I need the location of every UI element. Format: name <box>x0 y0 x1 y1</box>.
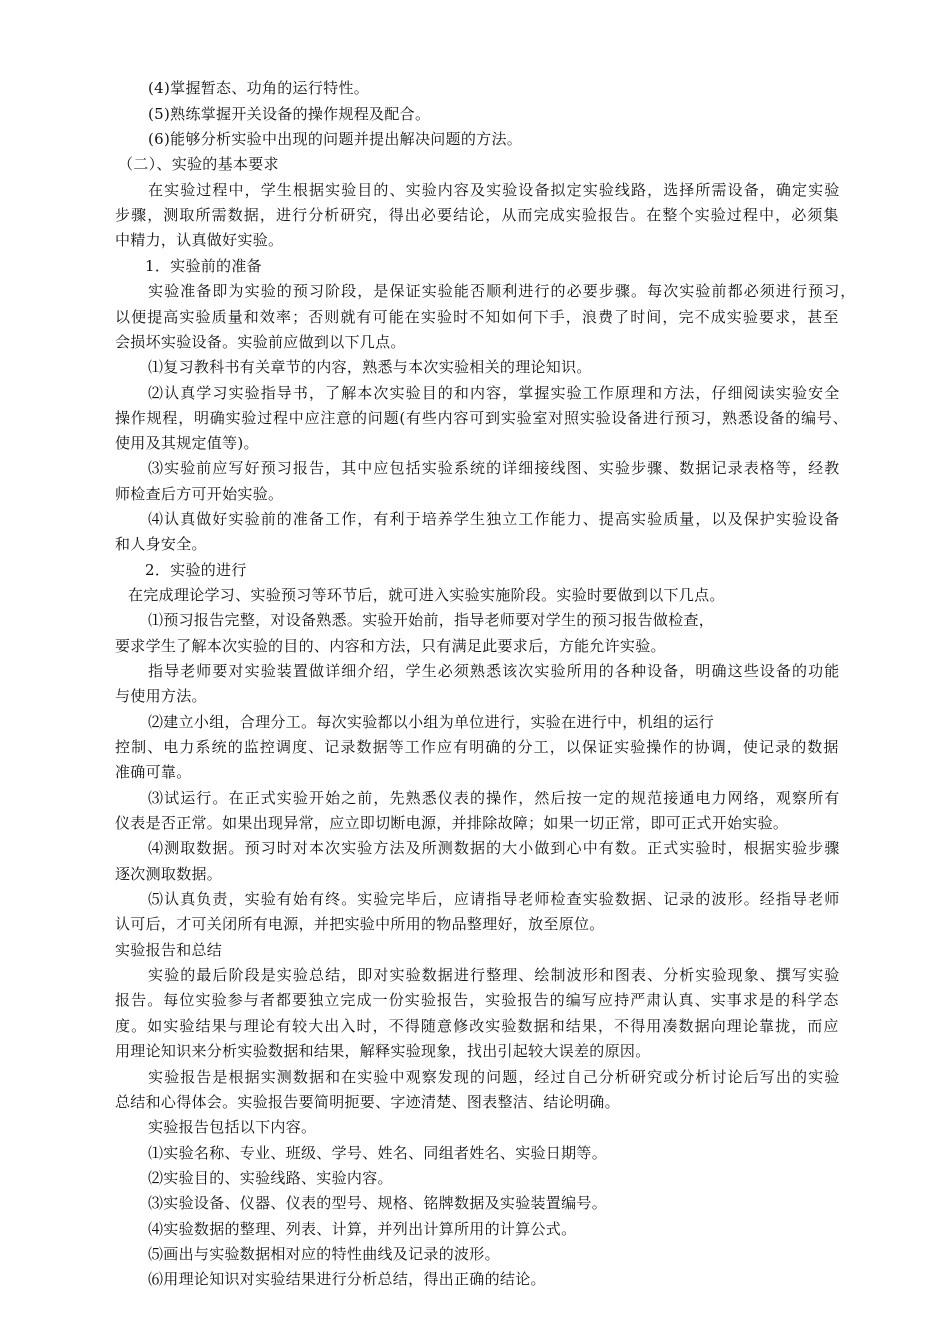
paragraph-line: 在完成理论学习、实验预习等环节后，就可进入实验实施阶段。实验时要做到以下几点。 <box>128 586 725 604</box>
list-item: ⑹用理论知识对实验结果进行分析总结，得出正确的结论。 <box>148 1270 546 1288</box>
list-item: ⑸认真负责，实验有始有终。实验完毕后，应请指导老师检查实验数据、记录的波形。经指导老师 <box>148 890 841 908</box>
list-item: ⑶实验前应写好预习报告，其中应包括实验系统的详细接线图、实验步骤、数据记录表格等，经教 <box>148 459 841 477</box>
paragraph-line: 报告。每位实验参与者都要独立完成一份实验报告，实验报告的编写应持严肃认真、实事求是的科学态 <box>115 991 840 1009</box>
paragraph-line: 师检查后方可开始实验。 <box>115 485 284 503</box>
list-item: ⑵实验目的、实验线路、实验内容。 <box>148 1169 393 1187</box>
paragraph-line: 步骤，测取所需数据，进行分析研究，得出必要结论，从而完成实验报告。在整个实验过程中，必须集 <box>115 206 840 224</box>
paragraph-line: 仪表是否正常。如果出现异常，应立即切断电源，并排除故障；如果一切正常，即可正式开始实验。 <box>115 814 789 832</box>
list-item: ⑷测取数据。预习时对本次实验方法及所测数据的大小做到心中有数。正式实验时，根据实验步骤 <box>148 839 841 857</box>
list-item: ⑶实验设备、仪器、仪表的型号、规格、铭牌数据及实验装置编号。 <box>148 1194 608 1212</box>
list-item: ⑸画出与实验数据相对应的特性曲线及记录的波形。 <box>148 1245 500 1263</box>
paragraph-line: 使用及其规定值等)。 <box>115 434 259 452</box>
list-item: ⑵建立小组，合理分工。每次实验都以小组为单位进行，实验在进行中，机组的运行 <box>148 713 715 731</box>
objective-item-6: (6)能够分析实验中出现的问题并提出解决问题的方法。 <box>148 130 523 148</box>
paragraph-line: 度。如实验结果与理论有较大出入时，不得随意修改实验数据和结果，不得用凑数据向理论靠拢，而应 <box>115 1017 840 1035</box>
paragraph-line: 控制、电力系统的监控调度、记录数据等工作应有明确的分工，以保证实验操作的协调，使记录的数据 <box>115 738 840 756</box>
list-item: ⑴复习教科书有关章节的内容，熟悉与本次实验相关的理论知识。 <box>148 358 592 376</box>
paragraph-line: 总结和心得体会。实验报告要简明扼要、字迹清楚、图表整洁、结论明确。 <box>115 1093 620 1111</box>
subsection-heading-preparation: 1．实验前的准备 <box>145 257 262 275</box>
paragraph-line: 以便提高实验质量和效率；否则就有可能在实验时不知如何下手，浪费了时间，完不成实验要求，甚至 <box>115 308 840 326</box>
paragraph-line: 指导老师要对实验装置做详细介绍，学生必须熟悉该次实验所用的各种设备，明确这些设备的功能 <box>148 662 841 680</box>
paragraph-line: 认可后，才可关闭所有电源，并把实验中所用的物品整理好，放至原位。 <box>115 915 605 933</box>
list-item: ⑷认真做好实验前的准备工作，有利于培养学生独立工作能力、提高实验质量，以及保护实验设备 <box>148 510 841 528</box>
objective-item-5: (5)熟练掌握开关设备的操作规程及配合。 <box>148 105 431 123</box>
paragraph-line: 用理论知识来分析实验数据和结果，解释实验现象，找出引起较大误差的原因。 <box>115 1042 651 1060</box>
section-heading-report: 实验报告和总结 <box>115 941 223 959</box>
paragraph-line: 操作规程，明确实验过程中应注意的问题(有些内容可到实验室对照实验设备进行预习，熟悉设备的编号、 <box>115 409 849 427</box>
paragraph-line: 实验报告包括以下内容。 <box>148 1118 317 1136</box>
list-item: ⑶试运行。在正式实验开始之前，先熟悉仪表的操作，然后按一定的规范接通电力网络，观察所有 <box>148 789 841 807</box>
paragraph-line: 和人身安全。 <box>115 535 207 553</box>
paragraph-line: 实验报告是根据实测数据和在实验中观察发现的问题，经过自己分析研究或分析讨论后写出的实验 <box>148 1068 841 1086</box>
list-item: ⑴预习报告完整，对设备熟悉。实验开始前，指导老师要对学生的预习报告做检查， <box>148 611 715 629</box>
list-item: ⑵认真学习实验指导书，了解本次实验目的和内容，掌握实验工作原理和方法，仔细阅读实验安全 <box>148 384 841 402</box>
list-item: ⑴实验名称、专业、班级、学号、姓名、同组者姓名、实验日期等。 <box>148 1144 608 1162</box>
objective-item-4: (4)掌握暂态、功角的运行特性。 <box>148 79 370 97</box>
list-item: ⑷实验数据的整理、列表、计算，并列出计算所用的计算公式。 <box>148 1220 577 1238</box>
paragraph-line: 要求学生了解本次实验的目的、内容和方法，只有满足此要求后，方能允许实验。 <box>115 637 666 655</box>
paragraph-line: 准确可靠。 <box>115 763 192 781</box>
paragraph-line: 在实验过程中，学生根据实验目的、实验内容及实验设备拟定实验线路，选择所需设备，确定实验 <box>148 181 841 199</box>
subsection-heading-conduct: 2．实验的进行 <box>145 561 247 579</box>
paragraph-line: 与使用方法。 <box>115 687 207 705</box>
paragraph-line: 实验准备即为实验的预习阶段，是保证实验能否顺利进行的必要步骤。每次实验前都必须进行预习， <box>148 282 857 300</box>
paragraph-line: 中精力，认真做好实验。 <box>115 231 284 249</box>
paragraph-line: 逐次测取数据。 <box>115 865 223 883</box>
section-heading-basic-requirements: （二）、实验的基本要求 <box>118 155 279 173</box>
paragraph-line: 实验的最后阶段是实验总结，即对实验数据进行整理、绘制波形和图表、分析实验现象、撰写实验 <box>148 966 841 984</box>
paragraph-line: 会损坏实验设备。实验前应做到以下几点。 <box>115 333 406 351</box>
